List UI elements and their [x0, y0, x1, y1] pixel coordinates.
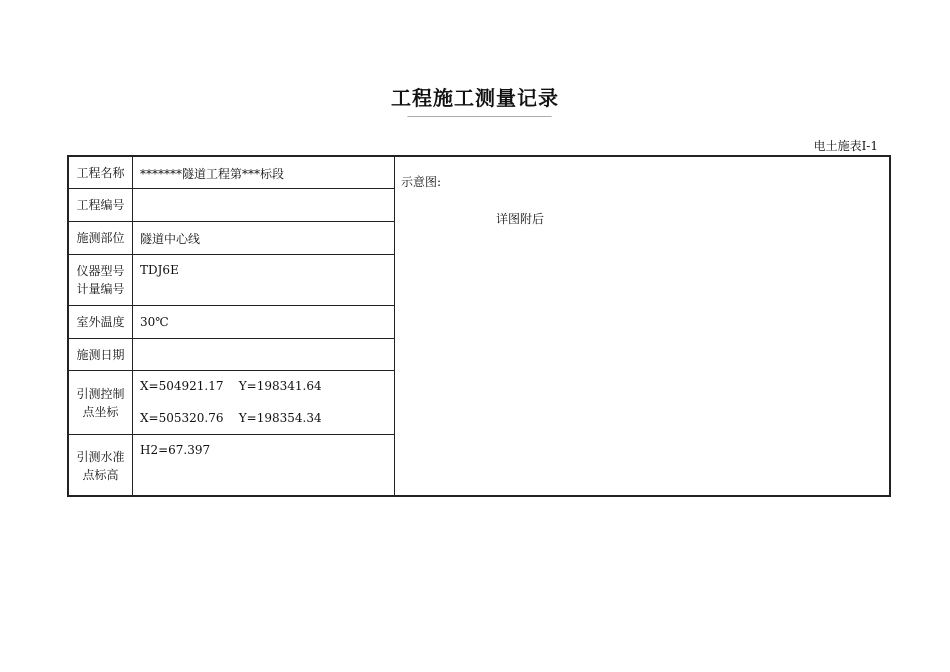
survey-part-value[interactable]: 隧道中心线: [140, 232, 201, 246]
record-table: [67, 155, 891, 497]
instrument-label: [69, 255, 133, 305]
control-point-2[interactable]: X=505320.76 Y=198354.34: [140, 411, 322, 425]
benchmark-label-line1: 引测水准: [76, 450, 125, 464]
control-points-label-line1: 引测控制: [76, 386, 125, 401]
row-project-no: [69, 189, 394, 222]
temperature-label: 室外温度: [69, 306, 133, 338]
project-name-value[interactable]: *******隧道工程第***标段: [140, 167, 285, 181]
survey-part-label: 施测部位: [69, 222, 133, 254]
project-name-label: 工程名称: [69, 157, 133, 188]
sketch-area: [395, 157, 889, 495]
control-points-label: [69, 371, 133, 434]
instrument-label-line2: 计量编号: [76, 282, 125, 296]
row-temperature: [69, 306, 394, 339]
instrument-value[interactable]: TDJ6E: [140, 263, 179, 277]
fields-column: [69, 157, 395, 495]
row-control-points: [69, 371, 394, 435]
sketch-note: 详图附后: [496, 212, 545, 226]
survey-date-label: 施测日期: [69, 339, 133, 370]
title-underline: ——————————————————: [407, 112, 551, 122]
row-instrument: [69, 255, 394, 306]
page-title: 工程施工测量记录: [391, 86, 559, 110]
control-point-1[interactable]: X=504921.17 Y=198341.64: [140, 379, 322, 393]
control-points-label-line2: 点坐标: [82, 404, 119, 419]
temperature-value[interactable]: 30℃: [140, 315, 169, 329]
row-survey-date: [69, 339, 394, 371]
form-code: 电土施表Ⅰ-1: [813, 139, 878, 153]
row-survey-part: [69, 222, 394, 255]
benchmark-label: [69, 435, 133, 497]
instrument-label-line1: 仪器型号: [76, 264, 125, 278]
project-no-label: 工程编号: [69, 189, 133, 221]
sketch-label: 示意图:: [401, 175, 442, 189]
row-project-name: [69, 157, 394, 189]
row-benchmark: [69, 435, 394, 497]
benchmark-label-line2: 点标高: [82, 468, 119, 482]
benchmark-value[interactable]: H2=67.397: [140, 443, 211, 457]
